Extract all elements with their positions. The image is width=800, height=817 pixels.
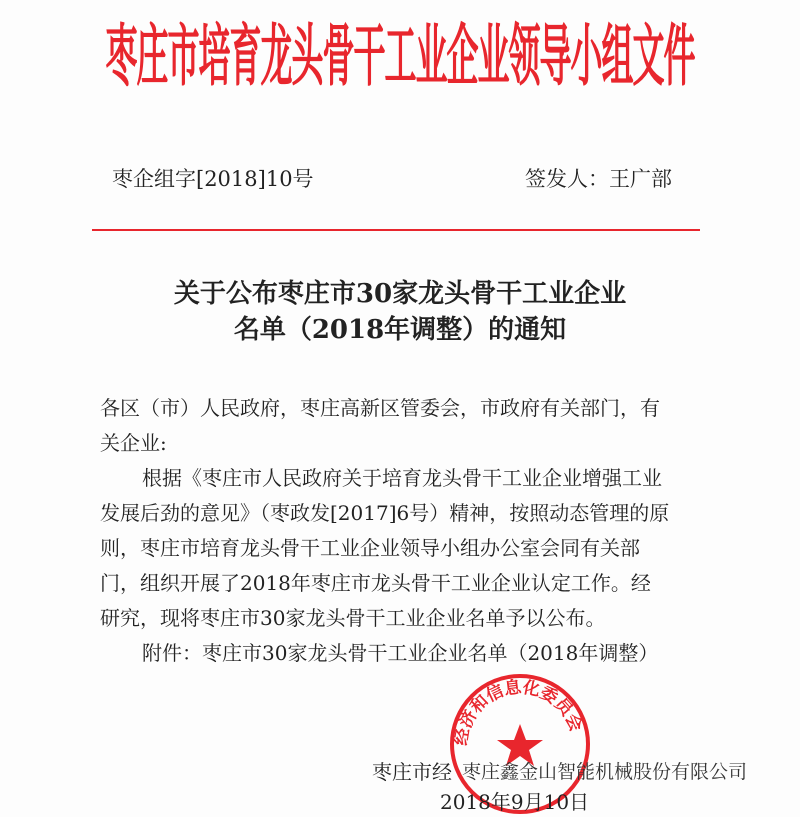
body-line: 发展后劲的意见》（枣政发[2017]6号）精神，按照动态管理的原 xyxy=(100,501,670,525)
red-header-title: 枣庄市培育龙头骨干工业企业领导小组文件 xyxy=(105,16,695,96)
body-line: 各区（市）人民政府，枣庄高新区管委会，市政府有关部门，有 xyxy=(100,396,660,420)
body-line: 门，组织开展了2018年枣庄市龙头骨干工业企业认定工作。经 xyxy=(100,571,651,595)
body-line: 则，枣庄市培育龙头骨干工业企业领导小组办公室会同有关部 xyxy=(100,536,640,560)
body-line: 附件：枣庄市30家龙头骨干工业企业名单（2018年调整） xyxy=(142,641,659,665)
title-line: 名单（2018年调整）的通知 xyxy=(233,315,567,345)
red-divider xyxy=(92,229,700,231)
issue-date: 2018年9月10日 xyxy=(440,790,590,814)
seal-text: 经济和信息化委员会 xyxy=(451,677,586,747)
signer: 签发人：王广部 xyxy=(525,167,672,191)
notice-title xyxy=(0,276,800,348)
document-number: 枣企组字[2018]10号 xyxy=(112,167,314,191)
body-line: 关企业: xyxy=(100,431,167,455)
notice-body xyxy=(100,391,700,671)
body-line: 研究，现将枣庄市30家龙头骨干工业企业名单予以公布。 xyxy=(100,606,606,630)
title-line: 关于公布枣庄市30家龙头骨干工业企业 xyxy=(173,279,627,309)
watermark: 枣庄鑫金山智能机械股份有限公司 xyxy=(462,761,748,783)
signature-line: 枣庄市经 xyxy=(372,760,452,784)
body-line: 根据《枣庄市人民政府关于培育龙头骨干工业企业增强工业 xyxy=(142,466,662,490)
